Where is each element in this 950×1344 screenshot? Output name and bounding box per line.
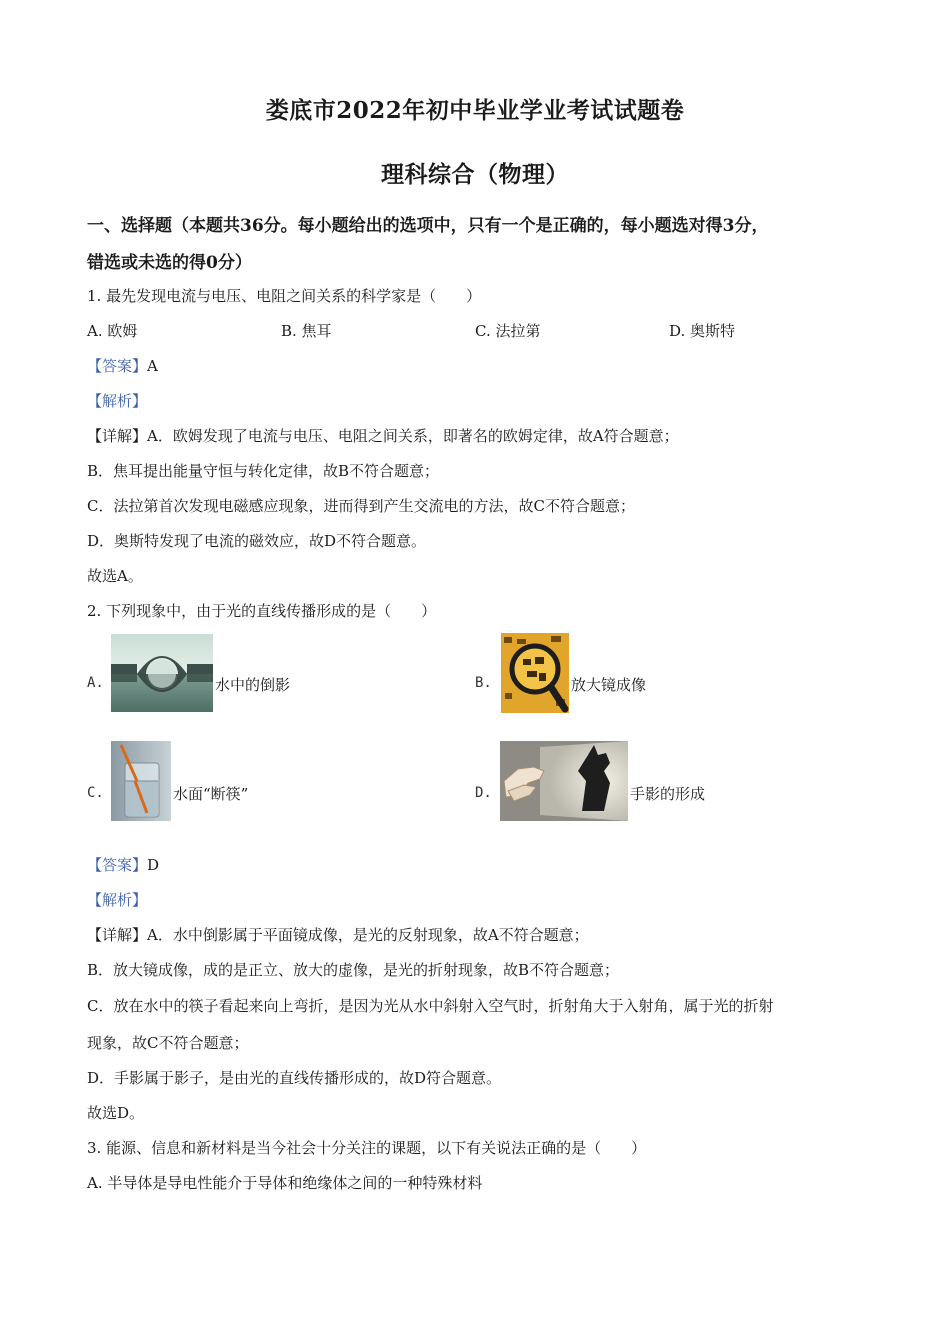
q2-option-b-caption: 放大镜成像	[571, 676, 647, 694]
q1-option-a: A. 欧姆	[87, 322, 138, 340]
q2-option-b-letter: B.	[475, 675, 492, 691]
q3-option-a: A. 半导体是导电性能介于导体和绝缘体之间的一种特殊材料	[87, 1174, 483, 1192]
q1-detail-c: C．法拉第首次发现电磁感应现象，进而得到产生交流电的方法，故C不符合题意；	[87, 497, 635, 515]
q1-detail-b: B．焦耳提出能量守恒与转化定律，故B不符合题意；	[87, 462, 440, 480]
q2-detail-b: B．放大镜成像，成的是正立、放大的虚像，是光的折射现象，故B不符合题意；	[87, 961, 620, 979]
hand-shadow-image	[500, 741, 628, 821]
page-subtitle: 理科综合（物理）	[381, 161, 569, 188]
q2-option-d-letter: D.	[475, 785, 492, 801]
q2-detail-c1: C．放在水中的筷子看起来向上弯折，是因为光从水中斜射入空气时，折射角大于入射角，属于光的折射	[87, 997, 774, 1015]
q2-detail-tag: 【详解】	[87, 926, 148, 944]
q1-option-d: D. 奥斯特	[669, 322, 736, 340]
q2-detail-d: D．手影属于影子，是由光的直线传播形成的，故D符合题意。	[87, 1069, 502, 1087]
q1-stem: 1. 最先发现电流与电压、电阻之间关系的科学家是（ ）	[87, 287, 482, 305]
q3-stem: 3. 能源、信息和新材料是当今社会十分关注的课题，以下有关说法正确的是（ ）	[87, 1139, 647, 1157]
magnifier-image	[501, 633, 569, 713]
q1-answer-value: A	[147, 357, 158, 375]
q2-option-d-caption: 手影的形成	[630, 785, 706, 803]
section-heading-line2: 错选或未选的得0分）	[87, 253, 252, 273]
q2-option-c-caption: 水面“断筷”	[173, 785, 249, 803]
q2-option-a-caption: 水中的倒影	[215, 676, 291, 694]
section-heading-line1: 一、选择题（本题共36分。每小题给出的选项中，只有一个是正确的，每小题选对得3分，	[87, 216, 769, 236]
q1-option-b: B. 焦耳	[281, 322, 332, 340]
q2-analysis-tag: 【解析】	[87, 891, 148, 909]
q1-option-c: C. 法拉第	[475, 322, 541, 340]
bridge-reflection-image	[111, 634, 213, 712]
page-title: 娄底市2022年初中毕业学业考试试题卷	[265, 97, 685, 124]
chopstick-in-water-image	[111, 741, 171, 821]
q2-detail-c2: 现象，故C不符合题意；	[87, 1034, 249, 1052]
q1-detail-tag: 【详解】	[87, 427, 148, 445]
q2-detail-a	[87, 924, 589, 945]
q2-answer-value: D	[147, 856, 160, 874]
q1-detail-a-text: A．欧姆发现了电流与电压、电阻之间关系，即著名的欧姆定律，故A符合题意；	[147, 427, 679, 445]
q1-answer-tag: 【答案】	[87, 357, 148, 375]
q2-option-c-letter: C.	[87, 785, 104, 801]
q2-stem: 2. 下列现象中，由于光的直线传播形成的是（ ）	[87, 602, 437, 620]
q2-answer-tag: 【答案】	[87, 856, 148, 874]
q2-answer	[87, 854, 159, 875]
q1-detail-d: D．奥斯特发现了电流的磁效应，故D不符合题意。	[87, 532, 427, 550]
q1-analysis-tag: 【解析】	[87, 392, 148, 410]
q2-option-a-letter: A.	[87, 675, 104, 691]
q2-conclusion: 故选D。	[87, 1104, 145, 1122]
q2-detail-a-text: A．水中倒影属于平面镜成像，是光的反射现象，故A不符合题意；	[147, 926, 589, 944]
q1-answer	[87, 355, 158, 376]
q1-conclusion: 故选A。	[87, 567, 143, 585]
q1-detail-a	[87, 425, 679, 446]
